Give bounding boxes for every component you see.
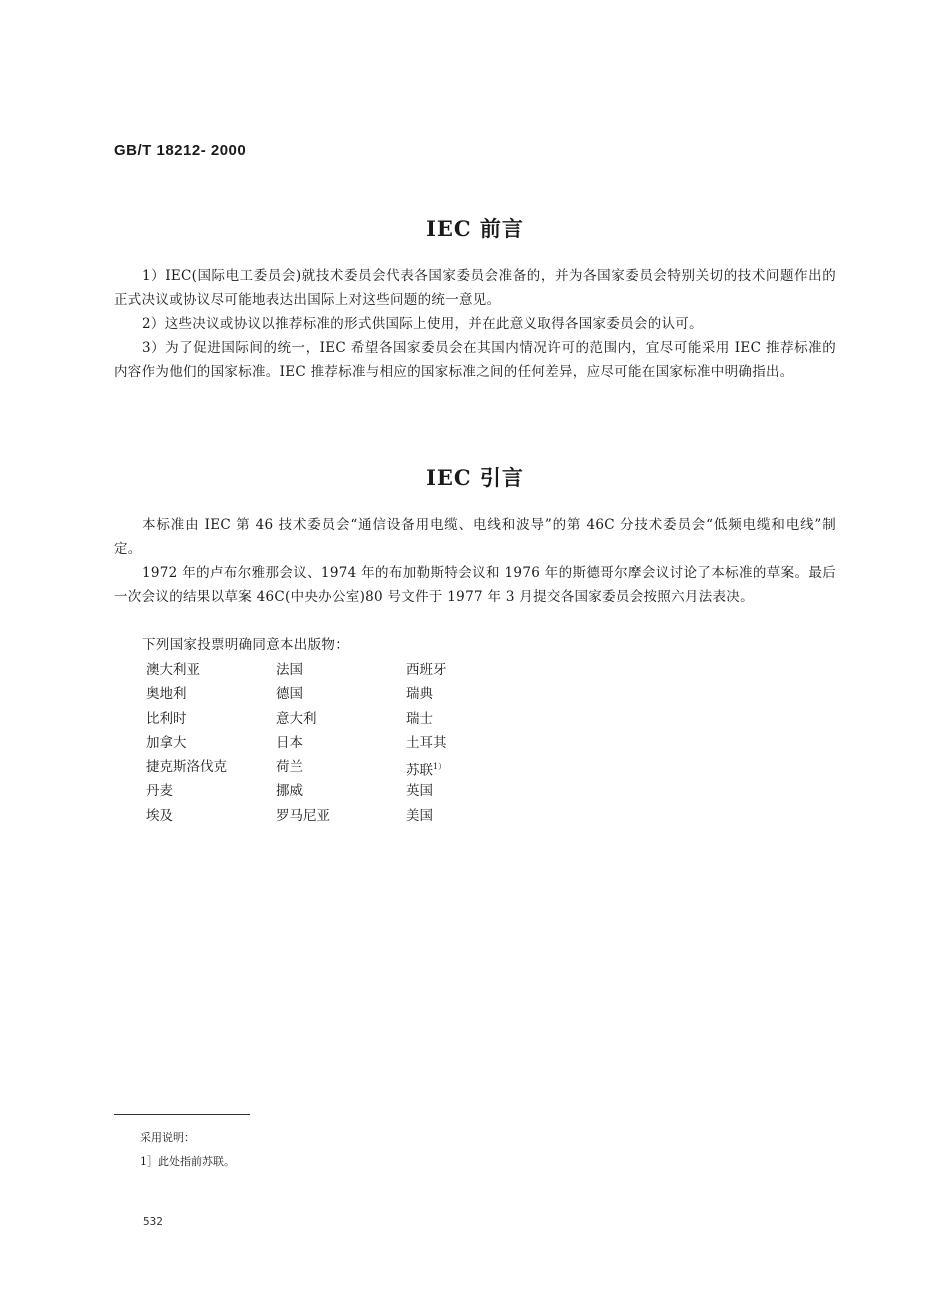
country-name: 澳大利亚 bbox=[146, 662, 200, 678]
country-name: 法国 bbox=[276, 662, 303, 678]
country-name: 比利时 bbox=[146, 710, 187, 727]
standard-number: GB/T 18212- 2000 bbox=[114, 142, 247, 159]
country-name: 挪威 bbox=[276, 783, 303, 800]
page-number: 532 bbox=[143, 1215, 163, 1228]
country-name: 德国 bbox=[276, 686, 303, 703]
country-row bbox=[146, 658, 536, 682]
footnote-heading: 采用说明： bbox=[140, 1131, 195, 1144]
country-name: 美国 bbox=[406, 807, 433, 824]
country-name-with-footnote bbox=[406, 755, 536, 779]
country-name: 瑞士 bbox=[406, 710, 433, 727]
country-name: 丹麦 bbox=[146, 783, 173, 800]
foreword-paragraph-1: 1）IEC(国际电工委员会)就技术委员会代表各国家委员会准备的，并为各国家委员会特别关切的技术问题作出的正式决议或协议尽可能地表达出国际上对这些问题的统一意见。 bbox=[114, 268, 836, 308]
country-row bbox=[146, 707, 536, 731]
footnote-text: 1］此处指前苏联。 bbox=[140, 1155, 235, 1168]
country-name: 埃及 bbox=[146, 807, 173, 824]
country-name: 苏联 bbox=[406, 762, 433, 779]
country-name: 荷兰 bbox=[276, 759, 303, 776]
country-name: 奥地利 bbox=[146, 686, 187, 703]
foreword-paragraph-2: 2）这些决议或协议以推荐标准的形式供国际上使用，并在此意义取得各国家委员会的认可。 bbox=[142, 316, 703, 332]
country-name: 意大利 bbox=[276, 710, 317, 727]
country-row bbox=[146, 755, 536, 779]
footnote-marker: 1） bbox=[433, 762, 447, 772]
country-name: 英国 bbox=[406, 783, 433, 800]
country-name: 罗马尼亚 bbox=[276, 807, 330, 824]
country-name: 日本 bbox=[276, 734, 303, 751]
country-name: 西班牙 bbox=[406, 662, 447, 678]
country-name: 加拿大 bbox=[146, 734, 187, 751]
country-row bbox=[146, 731, 536, 755]
country-name: 土耳其 bbox=[406, 734, 447, 751]
country-name: 捷克斯洛伐克 bbox=[146, 759, 227, 776]
introduction-paragraph-1: 本标准由 IEC 第 46 技术委员会“通信设备用电缆、电线和波导”的第 46C 分技术委员会“低频电缆和电线”制定。 bbox=[114, 517, 836, 557]
country-row bbox=[146, 682, 536, 706]
country-list bbox=[146, 658, 536, 828]
foreword-paragraph-3: 3）为了促进国际间的统一，IEC 希望各国家委员会在其国内情况许可的范围内，宜尽可能采用 IEC 推荐标准的内容作为他们的国家标准。IEC 推荐标准与相应的国家标准之间的任何差异，应尽可能在国家标准中明确指出。 bbox=[114, 340, 836, 380]
country-row bbox=[146, 804, 536, 828]
footnote-divider bbox=[114, 1114, 250, 1115]
country-name: 瑞典 bbox=[406, 686, 433, 703]
introduction-paragraph-2: 1972 年的卢布尔雅那会议、1974 年的布加勒斯特会议和 1976 年的斯德哥尔摩会议讨论了本标准的草案。最后一次会议的结果以草案 46C(中央办公室)80 号文件于 1977 年 3 月提交各国家委员会按照六月法表决。 bbox=[114, 565, 836, 605]
introduction-paragraph-3: 下列国家投票明确同意本出版物： bbox=[142, 637, 349, 653]
introduction-title: IEC 引言 bbox=[426, 465, 524, 490]
foreword-title: IEC 前言 bbox=[426, 216, 524, 241]
country-row bbox=[146, 779, 536, 803]
